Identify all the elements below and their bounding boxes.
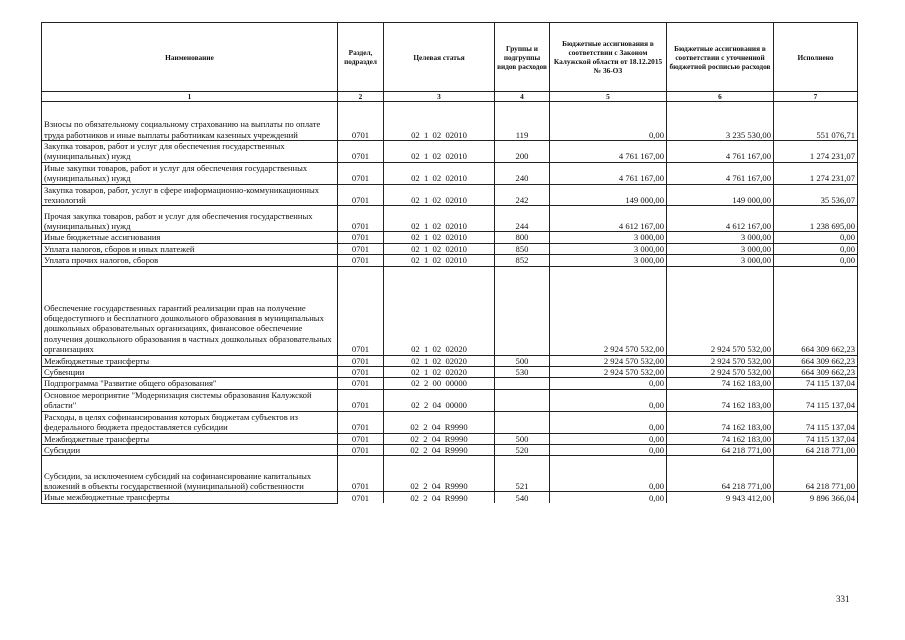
cell-target: 02 2 04 R9990 (384, 456, 495, 492)
cell-list: 4 761 167,00 (667, 141, 774, 163)
colnum-2: 2 (338, 92, 384, 102)
cell-name: Уплата налогов, сборов и иных платежей (42, 243, 338, 254)
table-row (42, 184, 858, 206)
cell-name: Расходы, в целях софинансирования которых бюджетам субъектов из федерального бюджета предоставляется субсидии (42, 411, 338, 433)
cell-target: 02 2 04 R9990 (384, 411, 495, 433)
cell-law: 3 000,00 (550, 255, 667, 266)
cell-exec: 0,00 (774, 232, 858, 243)
table-row (42, 492, 858, 503)
header-exec: Исполнено (774, 23, 858, 92)
cell-exec: 64 218 771,00 (774, 444, 858, 455)
cell-section: 0701 (338, 444, 384, 455)
table-row (42, 266, 858, 355)
header-list: Бюджетные ассигнования в соответствии с уточненной бюджетной росписью расходов (667, 23, 774, 92)
cell-target: 02 1 02 02010 (384, 243, 495, 254)
table-row (42, 355, 858, 366)
colnum-6: 6 (667, 92, 774, 102)
cell-group: 521 (495, 456, 550, 492)
cell-target: 02 1 02 02010 (384, 102, 495, 141)
colnum-5: 5 (550, 92, 667, 102)
cell-group (495, 266, 550, 355)
cell-group (495, 411, 550, 433)
table-row (42, 243, 858, 254)
cell-exec: 0,00 (774, 255, 858, 266)
cell-name: Иные закупки товаров, работ и услуг для обеспечения государственных (муниципальных) нужд (42, 162, 338, 184)
cell-exec: 664 309 662,23 (774, 367, 858, 378)
cell-target: 02 1 02 02010 (384, 232, 495, 243)
cell-law: 0,00 (550, 433, 667, 444)
cell-exec: 0,00 (774, 243, 858, 254)
cell-exec: 551 076,71 (774, 102, 858, 141)
cell-section: 0701 (338, 102, 384, 141)
cell-section: 0701 (338, 266, 384, 355)
cell-name: Взносы по обязательному социальному страхованию на выплаты по оплате труда работников и иные выплаты работникам казенных учреждений (42, 102, 338, 141)
header-groups: Группы и подгруппы видов расходов (495, 23, 550, 92)
cell-name: Субсидии (42, 444, 338, 455)
cell-section: 0701 (338, 255, 384, 266)
cell-group (495, 389, 550, 411)
table-row (42, 102, 858, 141)
cell-name: Иные межбюджетные трансферты (42, 492, 338, 503)
cell-list: 64 218 771,00 (667, 456, 774, 492)
cell-target: 02 1 02 02010 (384, 184, 495, 206)
cell-group: 540 (495, 492, 550, 503)
cell-law: 3 000,00 (550, 243, 667, 254)
cell-law: 4 612 167,00 (550, 206, 667, 232)
cell-list: 4 761 167,00 (667, 162, 774, 184)
cell-name: Обеспечение государственных гарантий реализации прав на получение общедоступного и бесплатного дошкольного образования в муниципальных дошкольных образовательных организациях, финансовое обеспечение получения дошкольного образования в частных дошкольных образовательных организациях (42, 266, 338, 355)
cell-section: 0701 (338, 184, 384, 206)
header-name: Наименование (42, 23, 338, 92)
cell-list: 2 924 570 532,00 (667, 355, 774, 366)
cell-list: 9 943 412,00 (667, 492, 774, 503)
colnum-7: 7 (774, 92, 858, 102)
header-section: Раздел, подраздел (338, 23, 384, 92)
cell-group (495, 378, 550, 389)
cell-law: 2 924 570 532,00 (550, 367, 667, 378)
table-row (42, 367, 858, 378)
cell-law: 0,00 (550, 492, 667, 503)
column-number-row (42, 92, 858, 102)
cell-list: 3 000,00 (667, 255, 774, 266)
cell-target: 02 1 02 02020 (384, 367, 495, 378)
cell-name: Субсидии, за исключением субсидий на софинансирование капитальных вложений в объекты государственной (муниципальной) собственности (42, 456, 338, 492)
cell-name: Основное мероприятие "Модернизация системы образования Калужской области" (42, 389, 338, 411)
cell-section: 0701 (338, 232, 384, 243)
cell-section: 0701 (338, 141, 384, 163)
cell-exec: 74 115 137,04 (774, 378, 858, 389)
cell-name: Межбюджетные трансферты (42, 355, 338, 366)
cell-name: Субвенции (42, 367, 338, 378)
cell-law: 4 761 167,00 (550, 162, 667, 184)
cell-exec: 9 896 366,04 (774, 492, 858, 503)
budget-table (41, 22, 858, 504)
cell-exec: 74 115 137,04 (774, 433, 858, 444)
cell-list: 2 924 570 532,00 (667, 266, 774, 355)
cell-group: 244 (495, 206, 550, 232)
table-body (42, 102, 858, 504)
table-row (42, 456, 858, 492)
cell-group: 242 (495, 184, 550, 206)
cell-section: 0701 (338, 389, 384, 411)
cell-name: Подпрограмма "Развитие общего образования" (42, 378, 338, 389)
cell-target: 02 1 02 02020 (384, 266, 495, 355)
cell-list: 4 612 167,00 (667, 206, 774, 232)
colnum-4: 4 (495, 92, 550, 102)
cell-list: 74 162 183,00 (667, 433, 774, 444)
cell-name: Закупка товаров, работ и услуг для обеспечения государственных (муниципальных) нужд (42, 141, 338, 163)
cell-name: Межбюджетные трансферты (42, 433, 338, 444)
cell-target: 02 2 04 R9990 (384, 433, 495, 444)
cell-list: 3 000,00 (667, 243, 774, 254)
cell-list: 149 000,00 (667, 184, 774, 206)
cell-list: 64 218 771,00 (667, 444, 774, 455)
cell-group: 119 (495, 102, 550, 141)
cell-list: 74 162 183,00 (667, 389, 774, 411)
cell-section: 0701 (338, 206, 384, 232)
cell-list: 74 162 183,00 (667, 411, 774, 433)
table-row (42, 378, 858, 389)
cell-list: 2 924 570 532,00 (667, 367, 774, 378)
cell-group: 852 (495, 255, 550, 266)
cell-target: 02 2 04 R9990 (384, 492, 495, 503)
cell-target: 02 1 02 02010 (384, 162, 495, 184)
table-row (42, 433, 858, 444)
cell-target: 02 2 00 00000 (384, 378, 495, 389)
cell-section: 0701 (338, 378, 384, 389)
cell-section: 0701 (338, 456, 384, 492)
cell-group: 500 (495, 355, 550, 366)
colnum-1: 1 (42, 92, 338, 102)
cell-target: 02 1 02 02010 (384, 206, 495, 232)
cell-exec: 35 536,07 (774, 184, 858, 206)
cell-name: Уплата прочих налогов, сборов (42, 255, 338, 266)
cell-group: 800 (495, 232, 550, 243)
cell-section: 0701 (338, 367, 384, 378)
table-row (42, 444, 858, 455)
cell-exec: 64 218 771,00 (774, 456, 858, 492)
cell-name: Прочая закупка товаров, работ и услуг для обеспечения государственных (муниципальных) нужд (42, 206, 338, 232)
cell-target: 02 1 02 02010 (384, 141, 495, 163)
cell-exec: 664 309 662,23 (774, 355, 858, 366)
cell-group: 520 (495, 444, 550, 455)
cell-target: 02 2 04 00000 (384, 389, 495, 411)
cell-exec: 1 274 231,07 (774, 141, 858, 163)
cell-section: 0701 (338, 355, 384, 366)
table-row (42, 206, 858, 232)
cell-section: 0701 (338, 411, 384, 433)
cell-law: 0,00 (550, 456, 667, 492)
cell-law: 4 761 167,00 (550, 141, 667, 163)
cell-law: 2 924 570 532,00 (550, 266, 667, 355)
cell-exec: 1 274 231,07 (774, 162, 858, 184)
cell-law: 2 924 570 532,00 (550, 355, 667, 366)
cell-law: 0,00 (550, 444, 667, 455)
cell-law: 149 000,00 (550, 184, 667, 206)
table-row (42, 389, 858, 411)
cell-law: 3 000,00 (550, 232, 667, 243)
cell-exec: 74 115 137,04 (774, 411, 858, 433)
cell-target: 02 1 02 02010 (384, 255, 495, 266)
cell-section: 0701 (338, 243, 384, 254)
cell-list: 74 162 183,00 (667, 378, 774, 389)
cell-law: 0,00 (550, 378, 667, 389)
cell-group: 240 (495, 162, 550, 184)
table-row (42, 232, 858, 243)
cell-name: Закупка товаров, работ, услуг в сфере информационно-коммуникационных технологий (42, 184, 338, 206)
header-row (42, 23, 858, 92)
table-row (42, 162, 858, 184)
cell-list: 3 000,00 (667, 232, 774, 243)
cell-law: 0,00 (550, 102, 667, 141)
header-law: Бюджетные ассигнования в соответствии с Законом Калужской области от 18.12.2015 № 36-ОЗ (550, 23, 667, 92)
cell-section: 0701 (338, 433, 384, 444)
header-target: Целевая статья (384, 23, 495, 92)
cell-target: 02 1 02 02020 (384, 355, 495, 366)
cell-law: 0,00 (550, 389, 667, 411)
cell-exec: 74 115 137,04 (774, 389, 858, 411)
colnum-3: 3 (384, 92, 495, 102)
cell-section: 0701 (338, 492, 384, 503)
cell-target: 02 2 04 R9990 (384, 444, 495, 455)
page-number: 331 (836, 594, 850, 604)
cell-name: Иные бюджетные ассигнования (42, 232, 338, 243)
table-row (42, 141, 858, 163)
cell-group: 530 (495, 367, 550, 378)
cell-group: 850 (495, 243, 550, 254)
cell-law: 0,00 (550, 411, 667, 433)
cell-group: 500 (495, 433, 550, 444)
table-row (42, 255, 858, 266)
cell-exec: 1 238 695,00 (774, 206, 858, 232)
cell-section: 0701 (338, 162, 384, 184)
cell-exec: 664 309 662,23 (774, 266, 858, 355)
table-row (42, 411, 858, 433)
cell-list: 3 235 530,00 (667, 102, 774, 141)
cell-group: 200 (495, 141, 550, 163)
